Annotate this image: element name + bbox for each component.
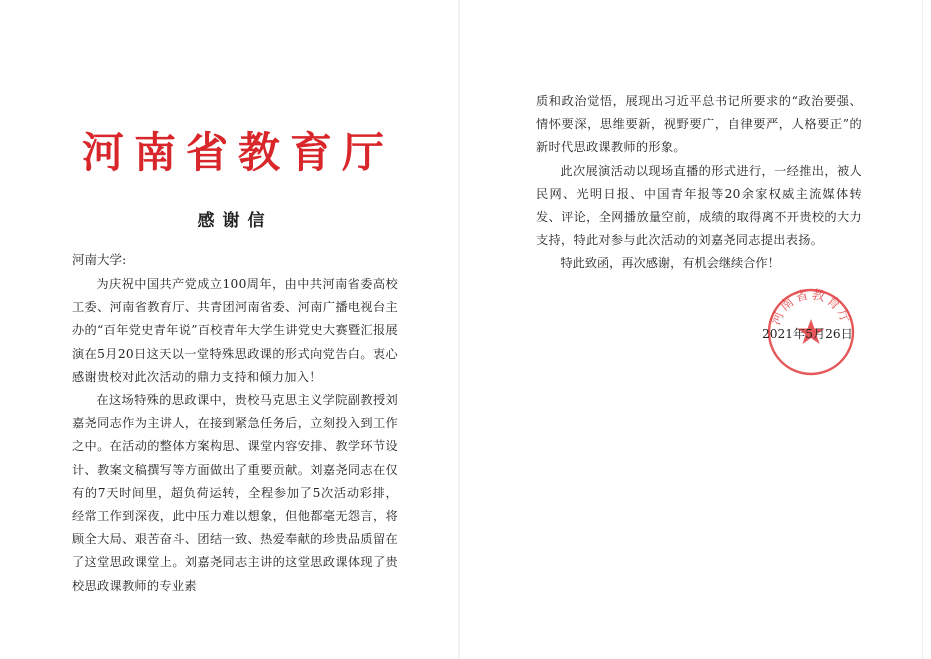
left-page [0,0,459,659]
salutation: 河南大学: [72,252,127,267]
letter-title: 感谢信 [197,211,273,231]
seal-text: 河南省教育厅 [768,287,854,328]
body-left [72,273,398,598]
letter-date: 2021年5月26日 [762,327,853,341]
letterhead: 河南省教育厅 [81,128,394,177]
closing-line: 特此致函，再次感谢，有机会继续合作！ [560,256,780,270]
body-right [536,90,862,252]
paragraph-3: 此次展演活动以现场直播的形式进行，一经推出，被人民网、光明日报、中国青年报等20余家权威主流媒体转发、评论，全网播放量空前，成绩的取得离不开贵校的大力支持，特此对参与此次活动的刘嘉尧同志提出表扬。 [536,163,862,248]
paragraph-1: 为庆祝中国共产党成立100周年，由中共河南省委高校工委、河南省教育厅、共青团河南省委、河南广播电视台主办的“百年党史青年说”百校青年大学生讲党史大赛暨汇报展演在5月20日这天以一堂特殊思政课的形式向党告白。衷心感谢贵校对此次活动的鼎力支持和倾力加入！ [72,277,398,384]
paragraph-2: 在这场特殊的思政课中，贵校马克思主义学院副教授刘嘉尧同志作为主讲人，在接到紧急任务后，立刻投入到工作之中。在活动的整体方案构思、课堂内容安排、教学环节设计、教案文稿撰写等方面做出了重要贡献。刘嘉尧同志在仅有的7天时间里，超负荷运转，全程参加了5次活动彩排，经常工作到深夜，此中压力难以想象，但他都毫无怨言，将顾全大局、艰苦奋斗、团结一致、热爱奉献的珍贵品质留在了这堂思政课堂上。刘嘉尧同志主讲的这堂思政课体现了贵校思政课教师的专业素 [72,393,398,593]
paragraph-2-continued: 质和政治觉悟，展现出习近平总书记所要求的“政治要强、情怀要深，思维要新，视野要广，自律要严，人格要正”的新时代思政课教师的形象。 [536,94,862,155]
right-edge-line [922,0,923,659]
